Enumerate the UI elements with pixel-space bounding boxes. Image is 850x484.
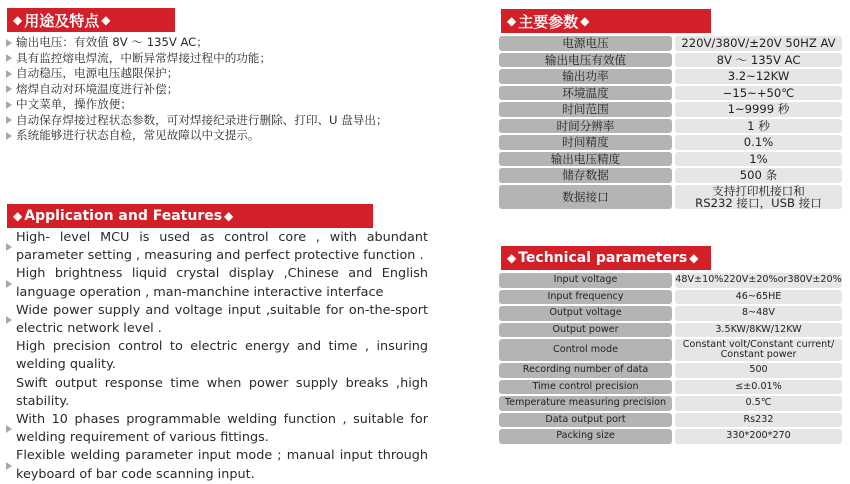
param-value: ≤±0.01%	[675, 380, 842, 395]
diamond-icon: ◆	[13, 13, 23, 27]
param-value: 46~65HE	[675, 290, 842, 305]
param-value: −15~+50℃	[675, 86, 842, 101]
param-label: 时间精度	[499, 135, 672, 150]
param-value: Rs232	[675, 413, 842, 428]
cn-features-list	[16, 35, 416, 144]
param-label: Input voltage	[499, 273, 672, 288]
en-params-table	[499, 271, 842, 446]
param-value: 1~9999 秒	[675, 102, 842, 117]
en-features-heading: Application and Features	[24, 208, 223, 224]
param-row	[499, 273, 842, 288]
param-row	[499, 102, 842, 117]
param-row	[499, 69, 842, 84]
feature-item: High precision control to electric energy and time , insuring welding quality.	[16, 339, 428, 373]
diamond-icon: ◆	[101, 13, 111, 27]
param-value: 8~48V	[675, 306, 842, 321]
param-value: 1%	[675, 152, 842, 167]
param-value: 500	[675, 363, 842, 378]
cn-params-table	[499, 34, 842, 211]
param-row	[499, 152, 842, 167]
param-row	[499, 306, 842, 321]
param-label: Time control precision	[499, 380, 672, 395]
param-row	[499, 185, 842, 209]
param-row	[499, 380, 842, 395]
feature-item: 自动保存焊接过程状态参数，可对焊接纪录进行删除、打印、U 盘导出；	[16, 113, 416, 129]
param-label: Output power	[499, 323, 672, 338]
feature-item: 具有监控熔电焊流，中断异常焊接过程中的功能；	[16, 51, 416, 67]
en-features-list	[16, 229, 428, 484]
param-value: 330*200*270	[675, 429, 842, 444]
cn-features-heading: 用途及特点	[24, 11, 100, 30]
diamond-icon: ◆	[580, 14, 590, 28]
param-row	[499, 290, 842, 305]
param-value: 48V±10%220V±20%or380V±20%	[675, 273, 842, 288]
param-label: Recording number of data	[499, 363, 672, 378]
param-row	[499, 119, 842, 134]
param-row	[499, 339, 842, 361]
param-value: 1 秒	[675, 119, 842, 134]
diamond-icon: ◆	[224, 209, 234, 223]
param-label: Input frequency	[499, 290, 672, 305]
param-row	[499, 86, 842, 101]
param-row	[499, 429, 842, 444]
diamond-icon: ◆	[507, 251, 517, 265]
feature-item: With 10 phases programmable welding function , suitable for welding requirement of various fittings.	[16, 411, 428, 447]
param-label: Packing size	[499, 429, 672, 444]
cn-params-banner	[501, 9, 711, 33]
en-features-banner	[7, 204, 373, 228]
param-label: 时间范围	[499, 102, 672, 117]
param-label: 数据接口	[499, 185, 672, 209]
param-value: 3.5KW/8KW/12KW	[675, 323, 842, 338]
param-row	[499, 53, 842, 68]
cn-features-banner	[7, 8, 175, 32]
feature-item: Flexible welding parameter input mode ; manual input through keyboard of bar code scanning input.	[16, 447, 428, 483]
feature-item: 中文菜单，操作放便；	[16, 97, 416, 113]
param-value: 500 条	[675, 168, 842, 183]
param-row	[499, 396, 842, 411]
param-label: 输出电压有效值	[499, 53, 672, 68]
param-label: Control mode	[499, 339, 672, 361]
param-value: 0.5℃	[675, 396, 842, 411]
param-value: 3.2~12KW	[675, 69, 842, 84]
en-params-heading: Technical parameters	[518, 250, 688, 266]
param-label: 电源电压	[499, 36, 672, 51]
param-value: 0.1%	[675, 135, 842, 150]
param-row	[499, 135, 842, 150]
param-label: 输出电压精度	[499, 152, 672, 167]
param-value: 220V/380V/±20V 50HZ AV	[675, 36, 842, 51]
feature-item: 自动稳压，电源电压越限保护；	[16, 66, 416, 82]
param-label: 输出功率	[499, 69, 672, 84]
param-row	[499, 413, 842, 428]
param-value: 支持打印机接口和 RS232 接口，USB 接口	[675, 185, 842, 209]
feature-item: High- level MCU is used as control core , with abundant parameter setting , measuring and perfect protective function .	[16, 229, 428, 265]
param-label: Output voltage	[499, 306, 672, 321]
feature-item: High brightness liquid crystal display ,Chinese and English language operation , man-manchine interactive interface	[16, 265, 428, 301]
feature-item: Swift output response time when power supply breaks ,high stability.	[16, 375, 428, 409]
feature-item: 系统能够进行状态自检，常见故障以中文提示。	[16, 128, 416, 144]
cn-params-heading: 主要参数	[518, 12, 579, 31]
param-row	[499, 363, 842, 378]
param-label: Data output port	[499, 413, 672, 428]
param-label: 环境温度	[499, 86, 672, 101]
param-label: 时间分辨率	[499, 119, 672, 134]
diamond-icon: ◆	[689, 251, 699, 265]
diamond-icon: ◆	[13, 209, 23, 223]
param-label: Temperature measuring precision	[499, 396, 672, 411]
param-value: Constant volt/Constant current/ Constant power	[675, 339, 842, 361]
param-label: 储存数据	[499, 168, 672, 183]
param-value: 8V ～ 135V AC	[675, 53, 842, 68]
feature-item: Wide power supply and voltage input ,suitable for on-the-sport electric network level .	[16, 302, 428, 338]
diamond-icon: ◆	[507, 14, 517, 28]
param-row	[499, 323, 842, 338]
feature-item: 输出电压：有效值 8V ～ 135V AC；	[16, 35, 416, 51]
en-params-banner	[501, 246, 711, 270]
param-row	[499, 36, 842, 51]
param-row	[499, 168, 842, 183]
feature-item: 熔焊自动对环境温度进行补偿；	[16, 82, 416, 98]
